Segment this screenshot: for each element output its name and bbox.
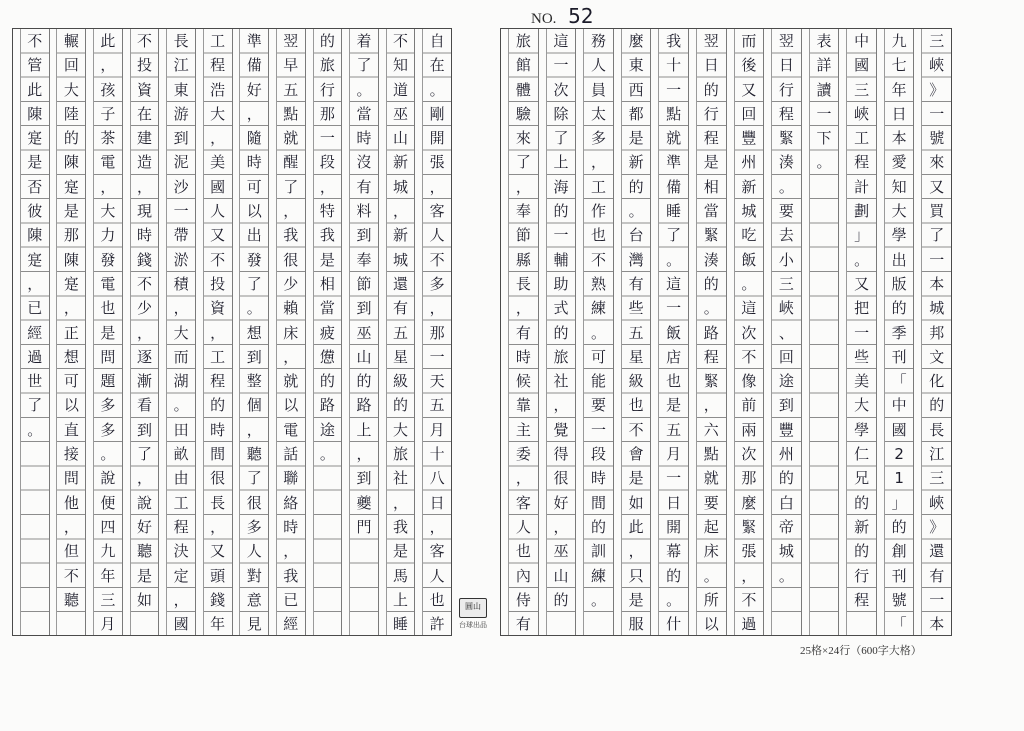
publisher-logo: 圓山 bbox=[459, 598, 487, 618]
column-text: 輾 回 大 陸 的 陳 寔 是 那 陳 寔 ， 正 想 可 以 直 接 問 他 ， 但 不 聽 bbox=[57, 29, 85, 635]
column-gutter bbox=[839, 29, 847, 635]
paper-spec: 25格×24行（600字大格） bbox=[800, 645, 922, 657]
column-gutter bbox=[689, 29, 697, 635]
column-text: 不 管 此 陳 寔 是 否 彼 陳 寔 ， 已 經 過 世 了 。 bbox=[21, 29, 49, 635]
manuscript-column bbox=[501, 29, 538, 635]
right-manuscript-grid bbox=[500, 28, 952, 636]
column-text: 自 在 。 剛 開 張 ， 客 人 不 多 ， 那 一 天 五 月 十 八 日 ， 客 人 也 許 bbox=[423, 29, 451, 635]
manuscript-column bbox=[414, 29, 451, 635]
publisher-name: 台球出品 bbox=[459, 621, 487, 629]
manuscript-column bbox=[232, 29, 269, 635]
left-manuscript-grid bbox=[12, 28, 452, 636]
manuscript-column bbox=[913, 29, 951, 635]
column-text: 着 了 。 當 時 沒 有 料 到 奉 節 到 巫 山 的 路 上 ， 到 夔 門 bbox=[350, 29, 378, 635]
column-text: 三 峽 》 一 號 來 又 買 了 一 本 城 邦 文 化 的 長 江 三 峽 》 還 有 一 本 bbox=[922, 29, 951, 635]
column-gutter bbox=[651, 29, 659, 635]
column-gutter bbox=[415, 29, 423, 635]
column-text: 麼 東 西 都 是 新 的 。 台 灣 有 些 五 星 級 也 不 會 是 如 此 ， 只 是 服 bbox=[622, 29, 651, 635]
column-gutter bbox=[877, 29, 885, 635]
manuscript-column bbox=[13, 29, 49, 635]
manuscript-column bbox=[876, 29, 914, 635]
manuscript-column bbox=[85, 29, 122, 635]
manuscript-column bbox=[49, 29, 86, 635]
column-gutter bbox=[614, 29, 622, 635]
column-gutter bbox=[342, 29, 350, 635]
manuscript-column bbox=[688, 29, 726, 635]
column-gutter bbox=[123, 29, 131, 635]
column-gutter bbox=[501, 29, 509, 635]
column-text: 翌 日 行 程 緊 湊 。 要 去 小 三 峽 、 回 途 到 豐 州 的 白 帝 城 。 bbox=[772, 29, 801, 635]
column-text: 不 知 道 巫 山 新 城 ， 新 城 還 有 五 星 級 的 大 旅 社 ， 我 是 馬 上 睡 bbox=[387, 29, 415, 635]
column-gutter bbox=[50, 29, 58, 635]
column-gutter bbox=[269, 29, 277, 635]
column-gutter bbox=[727, 29, 735, 635]
manuscript-column bbox=[763, 29, 801, 635]
column-text: 的 旅 行 那 一 段 ， 特 我 是 相 當 疲 憊 的 路 途 。 bbox=[314, 29, 342, 635]
column-gutter bbox=[379, 29, 387, 635]
column-text: 九 七 年 日 本 愛 知 大 學 出 版 的 季 刊 「 中 國 2 1 」 的 創 刊 號 「 bbox=[885, 29, 914, 635]
column-gutter bbox=[13, 29, 21, 635]
column-gutter bbox=[576, 29, 584, 635]
column-text: 務 人 員 太 多 ， 工 作 也 不 熟 練 。 可 能 要 一 段 時 間 的 訓 練 。 bbox=[584, 29, 613, 635]
manuscript-column bbox=[838, 29, 876, 635]
column-text: 不 投 資 在 建 造 ， 現 時 錢 不 少 ， 逐 漸 看 到 了 ， 說 好 聽 是 如 bbox=[131, 29, 159, 635]
column-text: 這 一 次 除 了 上 海 的 一 輔 助 式 的 旅 社 ， 覺 得 很 好 ， 巫 山 的 bbox=[547, 29, 576, 635]
column-gutter bbox=[306, 29, 314, 635]
column-text: 工 程 浩 大 ， 美 國 人 又 不 投 資 ， 工 程 的 時 間 很 長 ， 又 頭 錢 年 bbox=[204, 29, 232, 635]
column-text: 此 ， 孩 子 茶 電 ， 大 力 發 電 也 是 問 題 多 多 。 說 便 四 九 年 三 月 bbox=[94, 29, 122, 635]
column-gutter bbox=[86, 29, 94, 635]
publisher-mark bbox=[458, 598, 488, 630]
manuscript-column bbox=[575, 29, 613, 635]
column-gutter bbox=[233, 29, 241, 635]
column-gutter bbox=[196, 29, 204, 635]
column-text: 準 備 好 ， 隨 時 可 以 出 發 了 。 想 到 整 個 ， 聽 了 很 多 人 對 意 見 bbox=[240, 29, 268, 635]
column-text: 翌 日 的 行 程 是 相 當 緊 湊 的 。 路 程 緊 ， 六 點 就 要 起 床 。 所 以 bbox=[697, 29, 726, 635]
column-text: 長 江 東 游 到 泥 沙 一 帶 淤 積 ， 大 而 湖 。 田 畝 由 工 程 決 定 ， 國 bbox=[167, 29, 195, 635]
column-text: 而 後 又 回 豐 州 新 城 吃 飯 。 這 次 不 像 前 兩 次 那 麼 緊 張 ， 不 過 bbox=[735, 29, 764, 635]
manuscript-column bbox=[341, 29, 378, 635]
column-gutter bbox=[802, 29, 810, 635]
manuscript-column bbox=[122, 29, 159, 635]
manuscript-column bbox=[195, 29, 232, 635]
manuscript-column bbox=[305, 29, 342, 635]
manuscript-column bbox=[268, 29, 305, 635]
column-gutter bbox=[159, 29, 167, 635]
column-gutter bbox=[764, 29, 772, 635]
manuscript-column bbox=[538, 29, 576, 635]
manuscript-column bbox=[801, 29, 839, 635]
manuscript-column bbox=[613, 29, 651, 635]
column-text: 旅 館 體 驗 來 了 ， 奉 節 縣 長 ， 有 時 候 靠 主 委 ， 客 人 也 內 侍 有 bbox=[509, 29, 538, 635]
column-text: 中 國 三 峽 工 程 計 劃 」 。 又 把 一 些 美 大 學 仁 兄 的 新 的 行 程 bbox=[847, 29, 876, 635]
column-text: 表 詳 讀 一 下 。 bbox=[810, 29, 839, 635]
column-gutter bbox=[539, 29, 547, 635]
page-number bbox=[531, 4, 602, 29]
page-number-value: 52 bbox=[566, 4, 601, 29]
page-number-label: NO. bbox=[531, 11, 557, 27]
manuscript-column bbox=[650, 29, 688, 635]
column-gutter bbox=[914, 29, 922, 635]
manuscript-column bbox=[378, 29, 415, 635]
manuscript-column bbox=[726, 29, 764, 635]
column-text: 我 十 一 點 就 準 備 睡 了 。 這 一 飯 店 也 是 五 月 一 日 開 幕 的 。 什 bbox=[659, 29, 688, 635]
column-text: 翌 早 五 點 就 醒 了 ， 我 很 少 賴 床 ， 就 以 電 話 聯 絡 時 ， 我 已 經 bbox=[277, 29, 305, 635]
manuscript-column bbox=[158, 29, 195, 635]
